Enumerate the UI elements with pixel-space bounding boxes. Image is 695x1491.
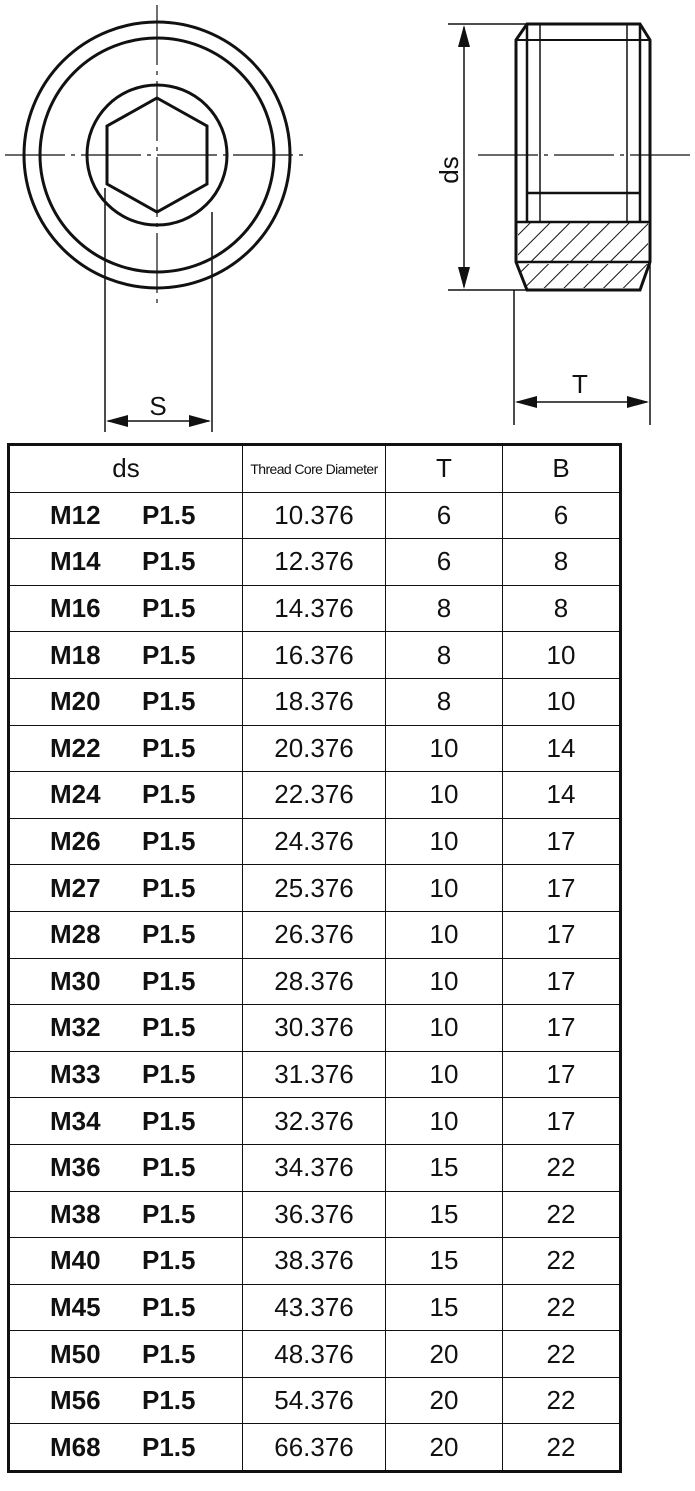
- cell-t: 6: [386, 539, 503, 586]
- cell-b: 22: [503, 1191, 621, 1238]
- cell-b: 17: [503, 1051, 621, 1098]
- cell-t: 20: [386, 1377, 503, 1424]
- cell-thread-size: [9, 865, 243, 912]
- thread-pitch: P1.5: [142, 732, 196, 763]
- cell-t: 10: [386, 818, 503, 865]
- header-ds: ds: [9, 445, 243, 493]
- side-view: [434, 24, 690, 425]
- cell-core-diameter: 16.376: [243, 632, 386, 679]
- cell-core-diameter: 36.376: [243, 1191, 386, 1238]
- cell-b: 17: [503, 1005, 621, 1052]
- cell-t: 10: [386, 1051, 503, 1098]
- header-b: B: [503, 445, 621, 493]
- metric-size: M45: [50, 1291, 101, 1322]
- thread-pitch: P1.5: [142, 1059, 196, 1090]
- thread-pitch: P1.5: [142, 1105, 196, 1136]
- thread-pitch: P1.5: [142, 965, 196, 996]
- ds-dimension-label: ds: [434, 156, 464, 184]
- cell-thread-size: [9, 1331, 243, 1378]
- cell-t: 10: [386, 865, 503, 912]
- cell-thread-size: [9, 1377, 243, 1424]
- metric-size: M18: [50, 639, 101, 670]
- front-view: [5, 5, 305, 432]
- table-row: [9, 1377, 621, 1424]
- header-thread-core-diameter: Thread Core Diameter: [243, 445, 386, 493]
- table-row: [9, 1238, 621, 1285]
- metric-size: M14: [50, 546, 101, 577]
- cell-b: 17: [503, 958, 621, 1005]
- cell-thread-size: [9, 1144, 243, 1191]
- thread-pitch: P1.5: [142, 499, 196, 530]
- table-row: [9, 1098, 621, 1145]
- cell-core-diameter: 30.376: [243, 1005, 386, 1052]
- cell-core-diameter: 54.376: [243, 1377, 386, 1424]
- cell-thread-size: [9, 958, 243, 1005]
- cell-core-diameter: 66.376: [243, 1424, 386, 1472]
- table-row: [9, 772, 621, 819]
- cell-thread-size: [9, 539, 243, 586]
- metric-size: M36: [50, 1152, 101, 1183]
- cell-core-diameter: 12.376: [243, 539, 386, 586]
- cell-thread-size: [9, 1005, 243, 1052]
- metric-size: M32: [50, 1012, 101, 1043]
- thread-pitch: P1.5: [142, 1338, 196, 1369]
- metric-size: M38: [50, 1198, 101, 1229]
- cell-b: 10: [503, 632, 621, 679]
- table-row: [9, 1284, 621, 1331]
- header-t: T: [386, 445, 503, 493]
- cell-b: 10: [503, 678, 621, 725]
- cell-core-diameter: 10.376: [243, 492, 386, 539]
- cell-core-diameter: 48.376: [243, 1331, 386, 1378]
- cell-t: 15: [386, 1238, 503, 1285]
- thread-pitch: P1.5: [142, 593, 196, 624]
- table-row: [9, 725, 621, 772]
- thread-pitch: P1.5: [142, 1291, 196, 1322]
- table-row: [9, 1331, 621, 1378]
- thread-pitch: P1.5: [142, 1245, 196, 1276]
- cell-core-diameter: 34.376: [243, 1144, 386, 1191]
- cell-core-diameter: 38.376: [243, 1238, 386, 1285]
- cell-core-diameter: 20.376: [243, 725, 386, 772]
- cell-t: 20: [386, 1424, 503, 1472]
- cell-b: 22: [503, 1284, 621, 1331]
- cell-core-diameter: 14.376: [243, 585, 386, 632]
- t-dimension-label: T: [572, 369, 588, 399]
- cell-t: 10: [386, 772, 503, 819]
- metric-size: M22: [50, 732, 101, 763]
- cell-thread-size: [9, 1191, 243, 1238]
- metric-size: M34: [50, 1105, 101, 1136]
- thread-pitch: P1.5: [142, 1385, 196, 1416]
- cell-t: 15: [386, 1284, 503, 1331]
- cell-thread-size: [9, 725, 243, 772]
- cell-thread-size: [9, 1284, 243, 1331]
- metric-size: M27: [50, 872, 101, 903]
- table-header-row: [9, 445, 621, 493]
- cell-t: 10: [386, 725, 503, 772]
- cell-core-diameter: 31.376: [243, 1051, 386, 1098]
- cell-t: 10: [386, 1005, 503, 1052]
- cell-t: 15: [386, 1144, 503, 1191]
- metric-size: M28: [50, 919, 101, 950]
- table-row: [9, 1051, 621, 1098]
- cell-core-diameter: 24.376: [243, 818, 386, 865]
- thread-pitch: P1.5: [142, 919, 196, 950]
- table-row: [9, 632, 621, 679]
- table-row: [9, 585, 621, 632]
- thread-pitch: P1.5: [142, 686, 196, 717]
- cell-b: 17: [503, 1098, 621, 1145]
- cell-thread-size: [9, 678, 243, 725]
- cell-b: 17: [503, 865, 621, 912]
- cell-b: 22: [503, 1377, 621, 1424]
- metric-size: M12: [50, 499, 101, 530]
- cell-b: 22: [503, 1144, 621, 1191]
- cell-thread-size: [9, 911, 243, 958]
- thread-pitch: P1.5: [142, 1012, 196, 1043]
- metric-size: M26: [50, 826, 101, 857]
- cell-thread-size: [9, 1051, 243, 1098]
- table-row: [9, 958, 621, 1005]
- cell-thread-size: [9, 632, 243, 679]
- thread-pitch: P1.5: [142, 826, 196, 857]
- cell-t: 8: [386, 585, 503, 632]
- cell-b: 14: [503, 772, 621, 819]
- metric-size: M24: [50, 779, 101, 810]
- cell-t: 8: [386, 632, 503, 679]
- cell-thread-size: [9, 1238, 243, 1285]
- table-row: [9, 1144, 621, 1191]
- hatched-section: [518, 223, 648, 261]
- chamfer-hatch: [518, 264, 648, 288]
- table-row: [9, 1005, 621, 1052]
- cell-b: 8: [503, 539, 621, 586]
- table-row: [9, 539, 621, 586]
- cell-b: 17: [503, 818, 621, 865]
- cell-t: 10: [386, 911, 503, 958]
- cell-t: 10: [386, 958, 503, 1005]
- table-row: [9, 818, 621, 865]
- cell-t: 20: [386, 1331, 503, 1378]
- cell-t: 6: [386, 492, 503, 539]
- cell-b: 6: [503, 492, 621, 539]
- metric-size: M40: [50, 1245, 101, 1276]
- table-row: [9, 678, 621, 725]
- metric-size: M16: [50, 593, 101, 624]
- cell-core-diameter: 43.376: [243, 1284, 386, 1331]
- thread-pitch: P1.5: [142, 546, 196, 577]
- technical-drawing: [0, 0, 695, 440]
- table-row: [9, 1424, 621, 1472]
- cell-core-diameter: 26.376: [243, 911, 386, 958]
- cell-b: 22: [503, 1331, 621, 1378]
- metric-size: M50: [50, 1338, 101, 1369]
- thread-pitch: P1.5: [142, 872, 196, 903]
- thread-pitch: P1.5: [142, 779, 196, 810]
- cell-t: 8: [386, 678, 503, 725]
- cell-b: 8: [503, 585, 621, 632]
- thread-pitch: P1.5: [142, 1152, 196, 1183]
- table-row: [9, 865, 621, 912]
- thread-pitch: P1.5: [142, 1198, 196, 1229]
- metric-size: M68: [50, 1431, 101, 1462]
- table-body: [9, 492, 621, 1471]
- cell-b: 14: [503, 725, 621, 772]
- s-dimension-label: S: [149, 391, 167, 421]
- metric-size: M20: [50, 686, 101, 717]
- cell-thread-size: [9, 772, 243, 819]
- cell-thread-size: [9, 818, 243, 865]
- cell-thread-size: [9, 492, 243, 539]
- table-row: [9, 1191, 621, 1238]
- cell-thread-size: [9, 1098, 243, 1145]
- metric-size: M30: [50, 965, 101, 996]
- cell-t: 10: [386, 1098, 503, 1145]
- cell-b: 22: [503, 1424, 621, 1472]
- cell-core-diameter: 18.376: [243, 678, 386, 725]
- thread-pitch: P1.5: [142, 1431, 196, 1462]
- cell-core-diameter: 28.376: [243, 958, 386, 1005]
- cell-thread-size: [9, 585, 243, 632]
- cell-core-diameter: 22.376: [243, 772, 386, 819]
- table-row: [9, 911, 621, 958]
- cell-thread-size: [9, 1424, 243, 1472]
- cell-core-diameter: 25.376: [243, 865, 386, 912]
- metric-size: M56: [50, 1385, 101, 1416]
- cell-b: 17: [503, 911, 621, 958]
- cell-core-diameter: 32.376: [243, 1098, 386, 1145]
- cell-b: 22: [503, 1238, 621, 1285]
- table-row: [9, 492, 621, 539]
- thread-pitch: P1.5: [142, 639, 196, 670]
- metric-size: M33: [50, 1059, 101, 1090]
- spec-table: [7, 443, 622, 1473]
- cell-t: 15: [386, 1191, 503, 1238]
